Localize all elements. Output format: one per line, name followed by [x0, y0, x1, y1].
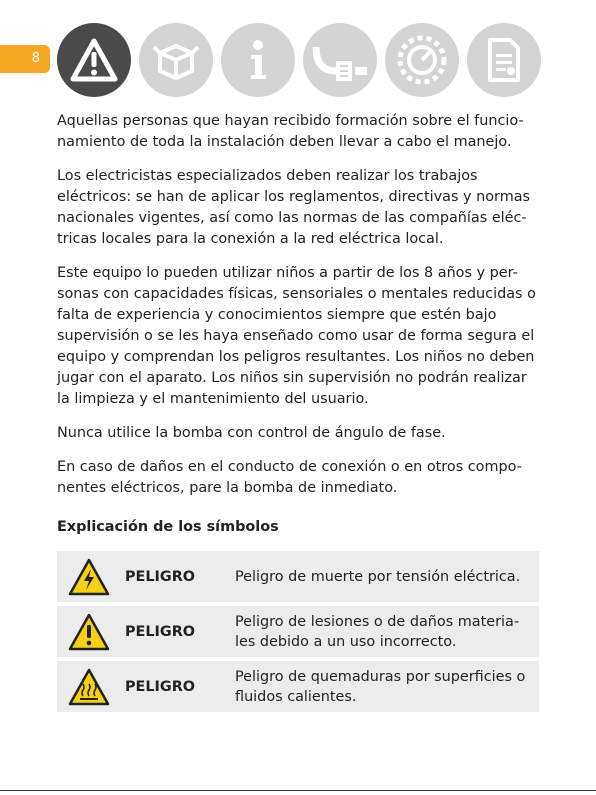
symbol-description: Peligro de quemaduras por superficies o fluidos calientes.: [235, 668, 526, 705]
table-row: [57, 661, 539, 712]
symbol-description: Peligro de lesiones o de daños materia-les debido a un uso incorrecto.: [235, 613, 520, 650]
symbol-description: Peligro de muerte por tensión eléctrica.: [235, 568, 521, 585]
control-dial-icon[interactable]: [385, 23, 459, 97]
hot-surface-icon: [57, 668, 121, 706]
high-voltage-icon: [57, 558, 121, 596]
paragraph: Este equipo lo pueden utilizar niños a partir de los 8 años y per-sonas con capacidades físicas, sensoriales o mentales reducidas o falta de experiencia y conocimientos siempre que estén bajo supervisión o se les haya enseñado como usar de forma segura el equipo y comprendan los peligros resultantes. Los niños no deben jugar con el aparato. Los niños sin supervisión no podrán realizar la limpieza y el mantenimiento del usuario.: [57, 265, 536, 407]
table-row: [57, 551, 539, 602]
body-content: [57, 111, 542, 548]
table-row: [57, 606, 539, 657]
symbols-table: [57, 551, 539, 716]
symbol-label: PELIGRO: [125, 568, 196, 585]
bottom-rule: [0, 790, 596, 791]
section-title: Explicación de los símbolos: [57, 519, 279, 535]
page-number: 8: [31, 51, 40, 66]
symbol-label: PELIGRO: [125, 678, 196, 695]
info-icon[interactable]: [221, 23, 295, 97]
document-icon[interactable]: [467, 23, 541, 97]
exclamation-warning-icon: [57, 613, 121, 651]
paragraph: Aquellas personas que hayan recibido formación sobre el funcio-namiento de toda la instalación deben llevar a cabo el manejo.: [57, 113, 524, 150]
page-number-tab: [0, 45, 50, 73]
package-icon[interactable]: [139, 23, 213, 97]
warning-icon[interactable]: [57, 23, 131, 97]
paragraph: En caso de daños en el conducto de conexión o en otros compo-nentes eléctricos, pare la bomba de inmediato.: [57, 459, 522, 496]
paragraph: Los electricistas especializados deben realizar los trabajos eléctricos: se han de aplicar los reglamentos, directivas y normas nacionales vigentes, así como las normas de las compañías eléc-tricas locales para la conexión a la red eléctrica local.: [57, 168, 531, 247]
pipe-connection-icon[interactable]: [303, 23, 377, 97]
symbol-label: PELIGRO: [125, 623, 196, 640]
paragraph: Nunca utilice la bomba con control de ángulo de fase.: [57, 425, 446, 441]
